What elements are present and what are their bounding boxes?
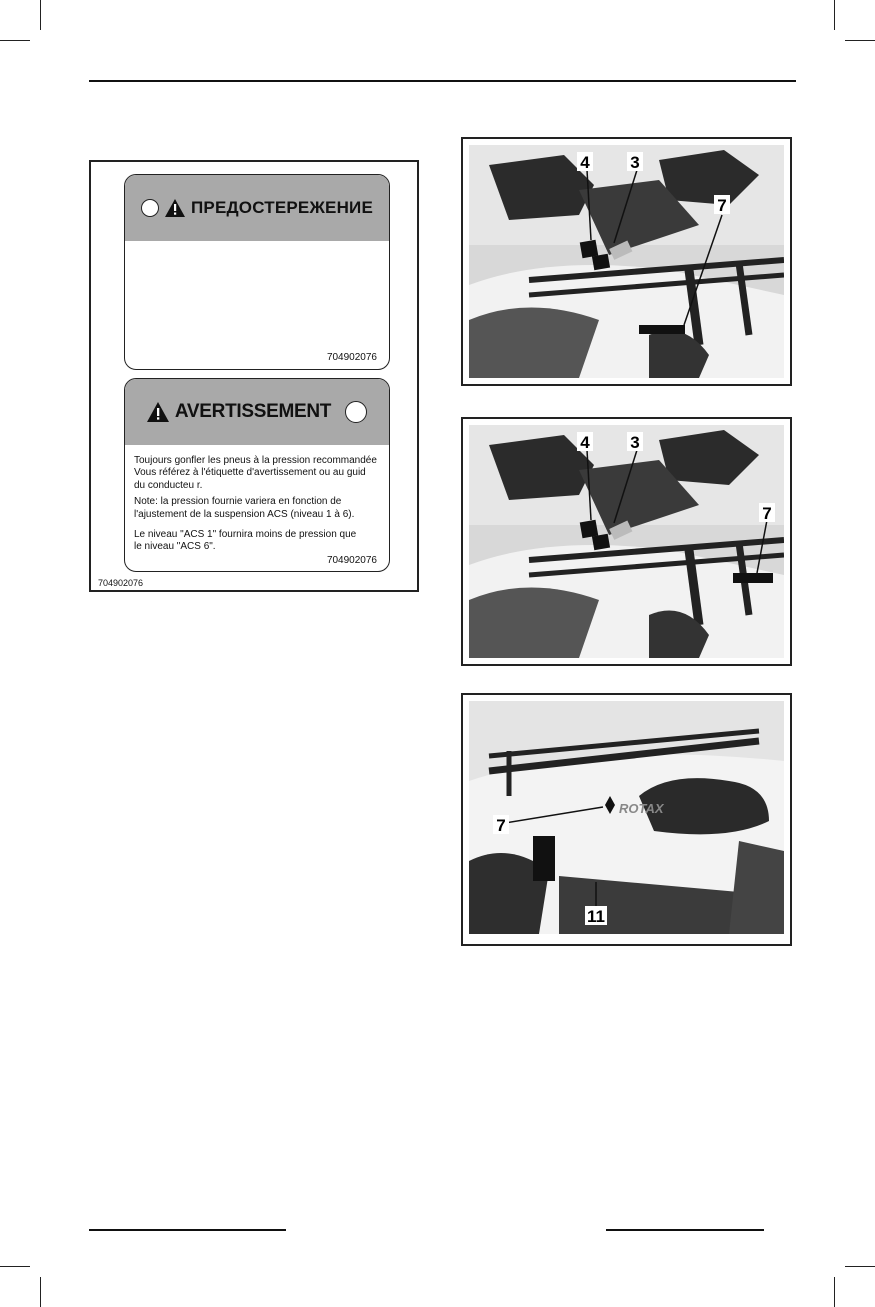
- french-level-line: le niveau "ACS 6".: [134, 541, 216, 553]
- footer-rule-left: [89, 1229, 286, 1231]
- crop-mark: [0, 1266, 30, 1267]
- french-decal-title: AVERTISSEMENT: [174, 401, 332, 422]
- french-line: Toujours gonfler les pneus à la pression recommandée: [134, 455, 377, 466]
- russian-decal-part-number: 704902076: [326, 352, 377, 363]
- crop-mark: [40, 0, 41, 30]
- callout-7: 7: [762, 504, 772, 523]
- crop-mark: [845, 40, 875, 41]
- photo-2-frame: [461, 417, 792, 666]
- footer-rule-right: [606, 1229, 764, 1231]
- french-warning-decal: [124, 378, 390, 572]
- callout-7: 7: [717, 196, 727, 215]
- atv-front-photo: [469, 145, 784, 378]
- crop-mark: [40, 1277, 41, 1307]
- atv-side-photo: [469, 701, 784, 934]
- callout-7: 7: [496, 816, 506, 835]
- photo-1-frame: [461, 137, 792, 386]
- french-line: du conducteu r.: [134, 479, 203, 491]
- russian-decal-title: ПРЕДОСТЕРЕЖЕНИЕ: [190, 198, 374, 217]
- warning-triangle-icon: [147, 402, 169, 422]
- french-decal-part-number: 704902076: [326, 555, 377, 566]
- photo-3-frame: [461, 693, 792, 946]
- circle-icon: [345, 401, 367, 423]
- callout-3: 3: [630, 153, 640, 172]
- callout-4: 4: [580, 153, 590, 172]
- warning-triangle-icon: [165, 199, 185, 217]
- russian-decal-header: [125, 175, 389, 241]
- header-rule: [89, 80, 796, 82]
- russian-warning-decal: [124, 174, 390, 370]
- circle-icon: [141, 199, 159, 217]
- callout-11: 11: [587, 907, 605, 926]
- decal-figure: [89, 160, 419, 592]
- french-line: Vous référez à l'étiquette d'avertissement ou au guid: [134, 467, 366, 479]
- french-note-line: Note: la pression fournie variera en fonction de: [134, 496, 342, 508]
- callout-3: 3: [630, 433, 640, 452]
- french-note-line: l'ajustement de la suspension ACS (niveau 1 à 6).: [134, 508, 355, 520]
- french-level-line: Le niveau "ACS 1" fournira moins de pression que: [134, 529, 357, 541]
- crop-mark: [845, 1266, 875, 1267]
- french-decal-body: [125, 445, 389, 554]
- atv-front-photo: [469, 425, 784, 658]
- figure-code: 704902076: [98, 578, 144, 588]
- crop-mark: [834, 0, 835, 30]
- crop-mark: [834, 1277, 835, 1307]
- callout-4: 4: [580, 433, 590, 452]
- french-decal-header: [125, 379, 389, 445]
- engine-badge: ROTAX: [619, 801, 664, 816]
- crop-mark: [0, 40, 30, 41]
